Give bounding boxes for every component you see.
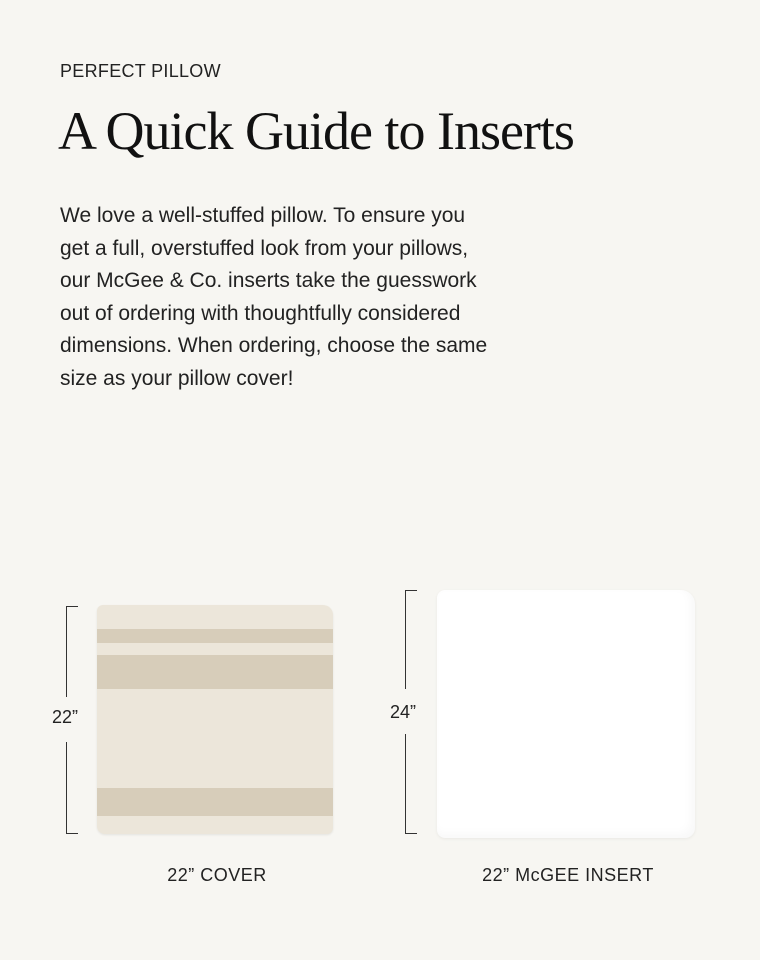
pillow-cover-image xyxy=(97,605,333,834)
bracket-tick xyxy=(405,590,417,591)
intro-line: dimensions. When ordering, choose the same xyxy=(60,334,488,358)
cover-caption: 22” COVER xyxy=(167,865,267,885)
intro-line: get a full, overstuffed look from your pillows, xyxy=(60,236,469,260)
cover-stripe xyxy=(97,629,333,643)
intro-line: We love a well-stuffed pillow. To ensure you xyxy=(60,204,466,227)
bracket-line xyxy=(66,606,67,697)
eyebrow-label: PERFECT PILLOW xyxy=(60,61,221,81)
intro-line: out of ordering with thoughtfully considered xyxy=(60,301,461,325)
pillow-insert-image xyxy=(437,590,695,838)
intro-line: size as your pillow cover! xyxy=(60,366,294,390)
cover-dimension-label: 22” xyxy=(52,707,79,727)
bracket-line xyxy=(405,734,406,833)
page-title: A Quick Guide to Inserts xyxy=(58,101,574,161)
cover-stripe xyxy=(97,655,333,689)
bracket-tick xyxy=(405,833,417,834)
cover-stripe xyxy=(97,788,333,816)
bracket-line xyxy=(66,742,67,833)
bracket-line xyxy=(405,590,406,689)
bracket-tick xyxy=(66,606,78,607)
intro-paragraph xyxy=(60,200,487,396)
bracket-tick xyxy=(66,833,78,834)
insert-caption: 22” McGEE INSERT xyxy=(482,865,654,885)
intro-line: our McGee & Co. inserts take the guesswork xyxy=(60,269,477,293)
insert-dimension-label: 24” xyxy=(390,702,417,722)
